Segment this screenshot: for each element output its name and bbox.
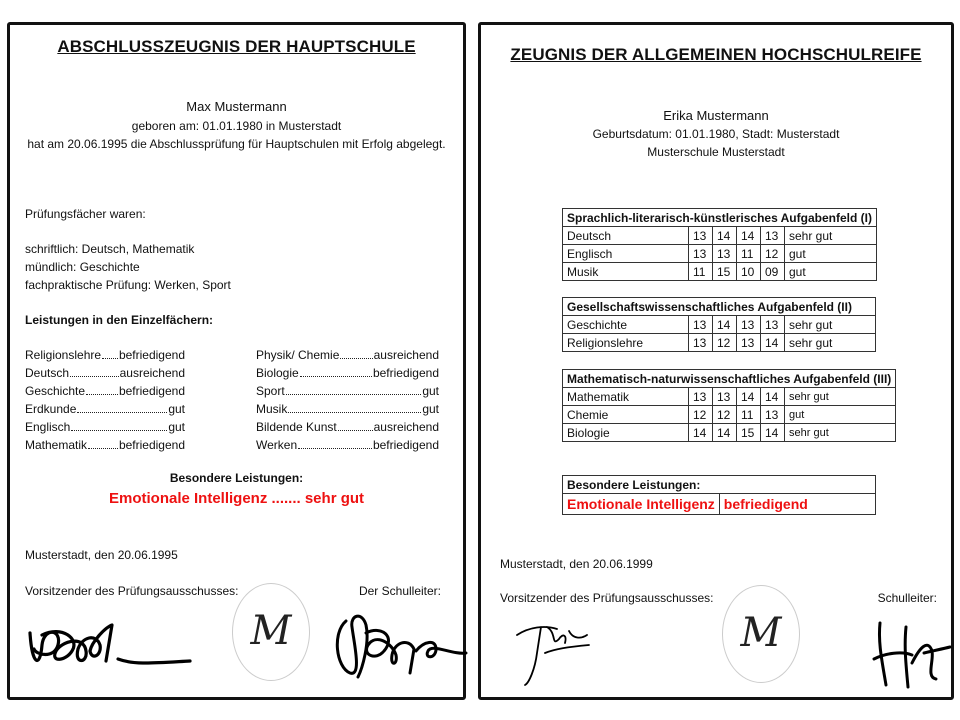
oral-exam-subjects: mündlich: Geschichte [25, 260, 140, 274]
semester-points: 12 [713, 406, 737, 424]
special-achievement-subject: Emotionale Intelligenz [563, 494, 720, 515]
table-row [563, 245, 877, 263]
final-grade: gut [785, 263, 877, 281]
field-heading: Mathematisch-naturwissenschaftliches Aufgabenfeld (III) [563, 370, 896, 388]
table-row [563, 227, 877, 245]
subject-grade: befriedigend [118, 348, 185, 362]
subject-name: Bildende Kunst [256, 420, 337, 434]
semester-points: 11 [737, 245, 761, 263]
chair-label: Vorsitzender des Prüfungsausschusses: [25, 584, 239, 598]
subject-name: Religionslehre [563, 334, 689, 352]
final-grade: sehr gut [785, 227, 877, 245]
aufgabenfeld-table [562, 369, 896, 442]
subject-name: Werken [256, 438, 298, 452]
performance-heading: Leistungen in den Einzelfächern: [25, 313, 214, 327]
dotted-leader [298, 447, 372, 449]
dotted-leader [88, 447, 118, 449]
final-grade: sehr gut [785, 388, 896, 406]
semester-points: 13 [737, 334, 761, 352]
subject-name: Biologie [563, 424, 689, 442]
subject-name: Religionslehre [25, 348, 102, 362]
semester-points: 13 [761, 316, 785, 334]
semester-points: 14 [737, 388, 761, 406]
birth-info: geboren am: 01.01.1980 in Musterstadt [131, 119, 342, 133]
dotted-leader [102, 357, 118, 359]
subject-name: Mathematik [563, 388, 689, 406]
semester-points: 09 [761, 263, 785, 281]
grade-entry [25, 402, 185, 416]
semester-points: 10 [737, 263, 761, 281]
subject-name: Geschichte [563, 316, 689, 334]
aufgabenfeld-table [562, 208, 877, 281]
subject-grade: befriedigend [118, 384, 185, 398]
dotted-leader [340, 357, 372, 359]
subject-grade: gut [422, 384, 439, 398]
semester-points: 15 [713, 263, 737, 281]
subject-grade: gut [168, 402, 185, 416]
special-achievement-grade: befriedigend [719, 494, 875, 515]
semester-points: 13 [761, 406, 785, 424]
certificate-title: ZEUGNIS DER ALLGEMEINEN HOCHSCHULREIFE [510, 45, 922, 64]
certificate-title: ABSCHLUSSZEUGNIS DER HAUPTSCHULE [57, 37, 416, 56]
subject-grade: ausreichend [373, 348, 439, 362]
practical-exam-subjects: fachpraktische Prüfung: Werken, Sport [25, 278, 231, 292]
subject-name: Chemie [563, 406, 689, 424]
table-row [563, 388, 896, 406]
principal-label: Schulleiter: [877, 591, 937, 605]
semester-points: 13 [689, 334, 713, 352]
place-and-date: Musterstadt, den 20.06.1999 [500, 557, 653, 571]
chair-signature [511, 613, 601, 693]
semester-points: 12 [761, 245, 785, 263]
subject-grade: gut [168, 420, 185, 434]
semester-points: 13 [737, 316, 761, 334]
table-row [563, 406, 896, 424]
subject-grade: gut [422, 402, 439, 416]
semester-points: 14 [713, 227, 737, 245]
semester-points: 14 [713, 316, 737, 334]
grade-entry [25, 348, 185, 362]
subject-name: Deutsch [563, 227, 689, 245]
hauptschule-certificate [7, 22, 466, 700]
subject-name: Erdkunde [25, 402, 77, 416]
table-row [563, 316, 876, 334]
subject-name: Physik/ Chemie [256, 348, 340, 362]
table-row [563, 334, 876, 352]
semester-points: 13 [689, 316, 713, 334]
field-heading: Gesellschaftswissenschaftliches Aufgabenfeld (II) [563, 298, 876, 316]
school-seal [232, 583, 310, 681]
grade-entry [256, 366, 439, 380]
dotted-leader [288, 411, 421, 413]
school-seal [722, 585, 800, 683]
dotted-leader [300, 375, 372, 377]
subject-name: Englisch [563, 245, 689, 263]
table-row [563, 263, 877, 281]
semester-points: 11 [737, 406, 761, 424]
student-name: Max Mustermann [186, 99, 287, 114]
written-exam-subjects: schriftlich: Deutsch, Mathematik [25, 242, 195, 256]
dotted-leader [338, 429, 373, 431]
grade-entry [256, 420, 439, 434]
subject-grade: ausreichend [373, 420, 439, 434]
grade-entry [25, 438, 185, 452]
semester-points: 12 [713, 334, 737, 352]
semester-points: 13 [713, 245, 737, 263]
semester-points: 14 [761, 424, 785, 442]
seal-monogram: M [740, 610, 782, 656]
subject-grade: befriedigend [118, 438, 185, 452]
semester-points: 15 [737, 424, 761, 442]
dotted-leader [71, 429, 167, 431]
grade-entry [25, 366, 185, 380]
dotted-leader [286, 393, 422, 395]
exam-subjects-heading: Prüfungsfächer waren: [25, 207, 146, 221]
subject-name: Geschichte [25, 384, 86, 398]
special-achievement-value: Emotionale Intelligenz ....... sehr gut [108, 490, 365, 507]
principal-signature [866, 603, 956, 693]
semester-points: 14 [761, 388, 785, 406]
subject-grade: ausreichend [119, 366, 185, 380]
principal-signature [332, 603, 467, 683]
grade-entry [25, 420, 185, 434]
semester-points: 13 [689, 227, 713, 245]
final-grade: sehr gut [785, 316, 876, 334]
abitur-certificate [478, 22, 954, 700]
student-name: Erika Mustermann [663, 108, 769, 123]
chair-signature [22, 605, 192, 675]
table-row [563, 424, 896, 442]
grade-entry [256, 402, 439, 416]
special-achievements-table [562, 475, 876, 515]
subject-grade: befriedigend [372, 366, 439, 380]
grade-entry [256, 348, 439, 362]
school-name: Musterschule Musterstadt [647, 145, 785, 159]
chair-label: Vorsitzender des Prüfungsausschusses: [500, 591, 714, 605]
subject-name: Sport [256, 384, 285, 398]
final-grade: sehr gut [785, 424, 896, 442]
grade-entry [256, 384, 439, 398]
grade-entry [25, 384, 185, 398]
seal-monogram: M [250, 608, 292, 654]
semester-points: 11 [689, 263, 713, 281]
semester-points: 14 [761, 334, 785, 352]
grade-entry [256, 438, 439, 452]
subject-name: Biologie [256, 366, 299, 380]
aufgabenfeld-table [562, 297, 876, 352]
semester-points: 14 [737, 227, 761, 245]
dotted-leader [86, 393, 118, 395]
subject-name: Deutsch [25, 366, 70, 380]
special-achievements-heading: Besondere Leistungen: [169, 471, 304, 485]
dotted-leader [70, 375, 119, 377]
subject-grade: befriedigend [372, 438, 439, 452]
subject-name: Musik [563, 263, 689, 281]
semester-points: 14 [689, 424, 713, 442]
exam-passed-statement: hat am 20.06.1995 die Abschlussprüfung für Hauptschulen mit Erfolg abgelegt. [27, 137, 446, 151]
semester-points: 13 [761, 227, 785, 245]
subject-name: Englisch [25, 420, 71, 434]
field-heading: Sprachlich-literarisch-künstlerisches Aufgabenfeld (I) [563, 209, 877, 227]
special-achievements-heading: Besondere Leistungen: [563, 476, 876, 494]
birth-info: Geburtsdatum: 01.01.1980, Stadt: Musterstadt [592, 127, 840, 141]
final-grade: sehr gut [785, 334, 876, 352]
dotted-leader [77, 411, 167, 413]
semester-points: 14 [713, 424, 737, 442]
semester-points: 13 [689, 388, 713, 406]
semester-points: 13 [713, 388, 737, 406]
subject-name: Mathematik [25, 438, 88, 452]
subject-name: Musik [256, 402, 288, 416]
semester-points: 12 [689, 406, 713, 424]
final-grade: gut [785, 245, 877, 263]
final-grade: gut [785, 406, 896, 424]
place-and-date: Musterstadt, den 20.06.1995 [25, 548, 178, 562]
semester-points: 13 [689, 245, 713, 263]
principal-label: Der Schulleiter: [358, 584, 441, 598]
